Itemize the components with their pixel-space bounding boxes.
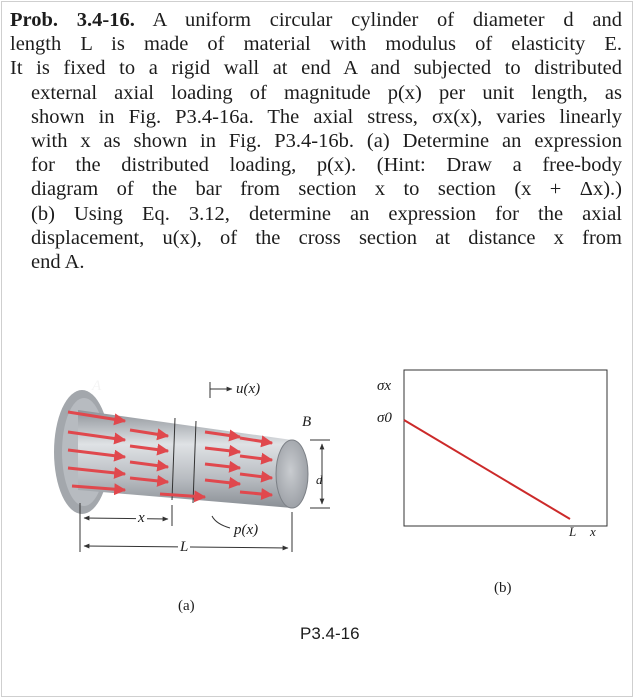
problem-line-7: for the distributed loading, p(x). (Hint: Draw a free-body [31,154,622,177]
problem-line-1-text: A uniform circular cylinder of diameter d and [134,9,622,31]
problem-line-3: It is fixed to a rigid wall at end A and subjected to distributed [10,57,622,80]
problem-line-10: displacement, u(x), of the cross section at distance x from [31,226,622,249]
label-sigma-0: σ0 [377,410,392,426]
label-l: L [180,539,189,555]
label-b: B [302,414,312,430]
label-sigma-x: σx [377,378,392,394]
problem-number: Prob. 3.4-16. [10,9,135,31]
problem-line-2: length L is made of material with modulus of elasticity E. [10,33,622,56]
panel-label-b: (b) [494,580,512,596]
stress-line [404,420,570,519]
plot-b-frame [404,370,607,526]
label-l-b: L [569,524,577,539]
problem-line-9: (b) Using Eq. 3.12, determine an expression for the axial [31,202,622,225]
label-d: d [316,472,323,487]
label-x: x [138,510,145,526]
problem-line-8: diagram of the bar from section x to section (x + Δx).) [31,178,622,201]
problem-line-4: external axial loading of magnitude p(x) per unit length, as [31,81,622,104]
problem-line-6: with x as shown in Fig. P3.4-16b. (a) Determine an expression [31,130,622,153]
label-a: A [92,378,102,394]
label-px: p(x) [234,522,259,538]
label-x-b: x [590,524,596,539]
problem-line-5: shown in Fig. P3.4-16a. The axial stress, σx(x), varies linearly [31,105,622,128]
label-ux: u(x) [236,381,261,397]
problem-line-11: end A. [31,251,85,274]
figure-caption: P3.4-16 [300,624,360,643]
panel-label-a: (a) [178,598,195,614]
